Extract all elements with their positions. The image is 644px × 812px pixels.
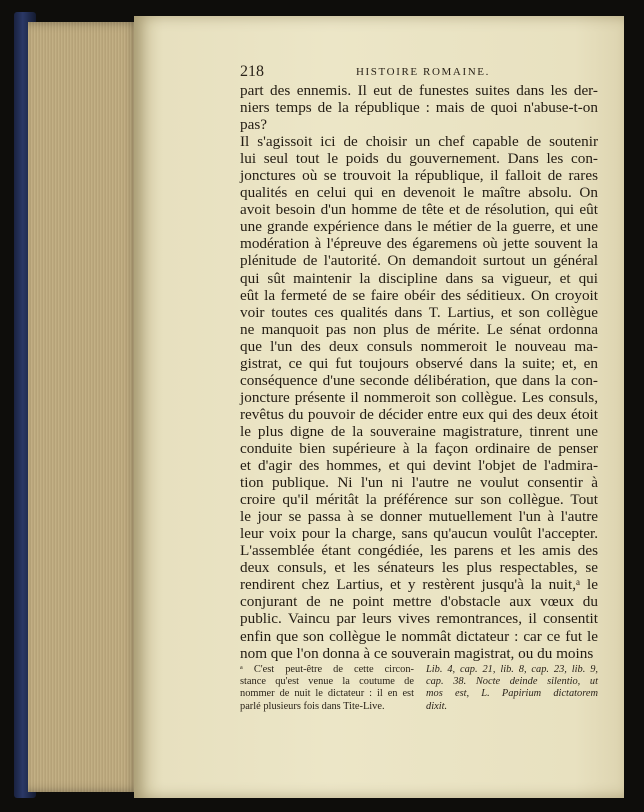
text-line: conjurant de ne point mettre d'obstacle aux vœux du: [240, 593, 598, 611]
text-line: Il s'agissoit ici de choisir un chef capable de soutenir: [240, 133, 598, 151]
text-line: leur voix pour la charge, sans qu'aucun voulût l'accepter.: [240, 525, 598, 543]
text-line: public. Vaincu par leurs vives remontrances, il consentit: [240, 610, 598, 628]
text-line: le plus digne de la souveraine magistrature, tinrent une: [240, 422, 598, 440]
text-line: revêtus du pouvoir de décider entre eux qui des deux étoit: [240, 405, 598, 423]
text-line: conduite bien supérieure à la façon ordinaire de penser: [240, 439, 598, 457]
text-line: modération à l'épreuve des égaremens où jette souvent la: [240, 235, 598, 253]
text-line: plénitude de l'autorité. On demandoit surtout un général: [240, 252, 598, 270]
footnote-left-column: [240, 664, 414, 713]
text-line: et d'agir des hommes, et qui devint l'objet de l'admira-: [240, 457, 598, 475]
running-title: HISTOIRE ROMAINE.: [356, 66, 490, 78]
footnote-line: cap. 38. Nocte deinde silentio, ut: [426, 676, 598, 688]
text-line: qualités en celui qui en devenoit le maître absolu. On: [240, 184, 598, 202]
text-line: joncture présente il nommeroit son collègue. Les consuls,: [240, 388, 598, 406]
footnote-line: nommer de nuit le dictateur : il en est: [240, 688, 414, 700]
footnote-line: stance qu'est venue la coutume de: [240, 676, 414, 688]
background-edge: [624, 16, 644, 798]
text-line: niers temps de la république : mais de quoi n'abuse-t-on: [240, 99, 598, 117]
text-line: deux consuls, et les sénateurs les plus respectables, se: [240, 559, 598, 577]
footnote-line: mos est, L. Papirium dictatorem: [426, 688, 598, 700]
footnote-line: dixit.: [426, 700, 448, 712]
footnotes: [240, 664, 598, 724]
footnote-line: parlé plusieurs fois dans Tite-Live.: [240, 700, 385, 712]
text-line: rendirent chez Lartius, et y restèrent jusqu'à la nuit,ᵃ le: [240, 576, 598, 594]
text-line: nom que l'on donna à ce souverain magistrat, ou du moins: [240, 644, 594, 662]
text-line: le jour se passa à se donner mutuellement l'un à l'autre: [240, 508, 598, 526]
footnote-line: ᵃ C'est peut-être de cette circon-: [240, 664, 414, 675]
footnote-line: Lib. 4, cap. 21, lib. 8, cap. 23, lib. 9,: [426, 664, 598, 675]
body-text: [240, 82, 598, 662]
text-line: croire qu'il méritât la préférence sur son collègue. Tout: [240, 491, 598, 509]
page-header: [240, 63, 590, 83]
text-line: lui seul tout le poids du gouvernement. Dans les con-: [240, 150, 598, 168]
text-line: pas?: [240, 116, 267, 134]
page-number: 218: [240, 63, 264, 80]
text-line: que l'un des deux consuls nommeroit le nouveau ma-: [240, 337, 598, 355]
text-line: avoit besoin d'un homme de tête et de résolution, qui eût: [240, 201, 598, 219]
text-line: gistrat, ce qui fut toujours observé dans la suite; et, en: [240, 354, 598, 372]
text-line: ne manquoit pas non plus de mérite. Le sénat ordonna: [240, 320, 598, 338]
text-line: tion publique. Ni l'un ni l'autre ne voulut consentir à: [240, 474, 598, 492]
text-line: qui sût maintenir la discipline dans sa vigueur, et qui: [240, 269, 598, 287]
text-line: conséquence d'une seconde délibération, que dans la con-: [240, 371, 598, 389]
text-line: une grande expérience dans le métier de la guerre, et une: [240, 218, 598, 236]
text-line: voir toutes ces qualités dans T. Lartius, et son collègue: [240, 303, 598, 321]
footnote-right-column: [426, 664, 598, 713]
page-edges: [28, 22, 140, 792]
text-line: enfin que son collègue le nommât dictateur : car ce fut le: [240, 627, 598, 645]
text-line: eût la fermeté de se faire obéir des séditieux. On croyoit: [240, 286, 598, 304]
text-line: part des ennemis. Il eut de funestes suites dans les der-: [240, 82, 598, 99]
text-line: L'assemblée étant congédiée, les parens et les amis des: [240, 542, 598, 560]
text-line: jonctures où se trouvoit la république, il falloit de rares: [240, 167, 598, 185]
